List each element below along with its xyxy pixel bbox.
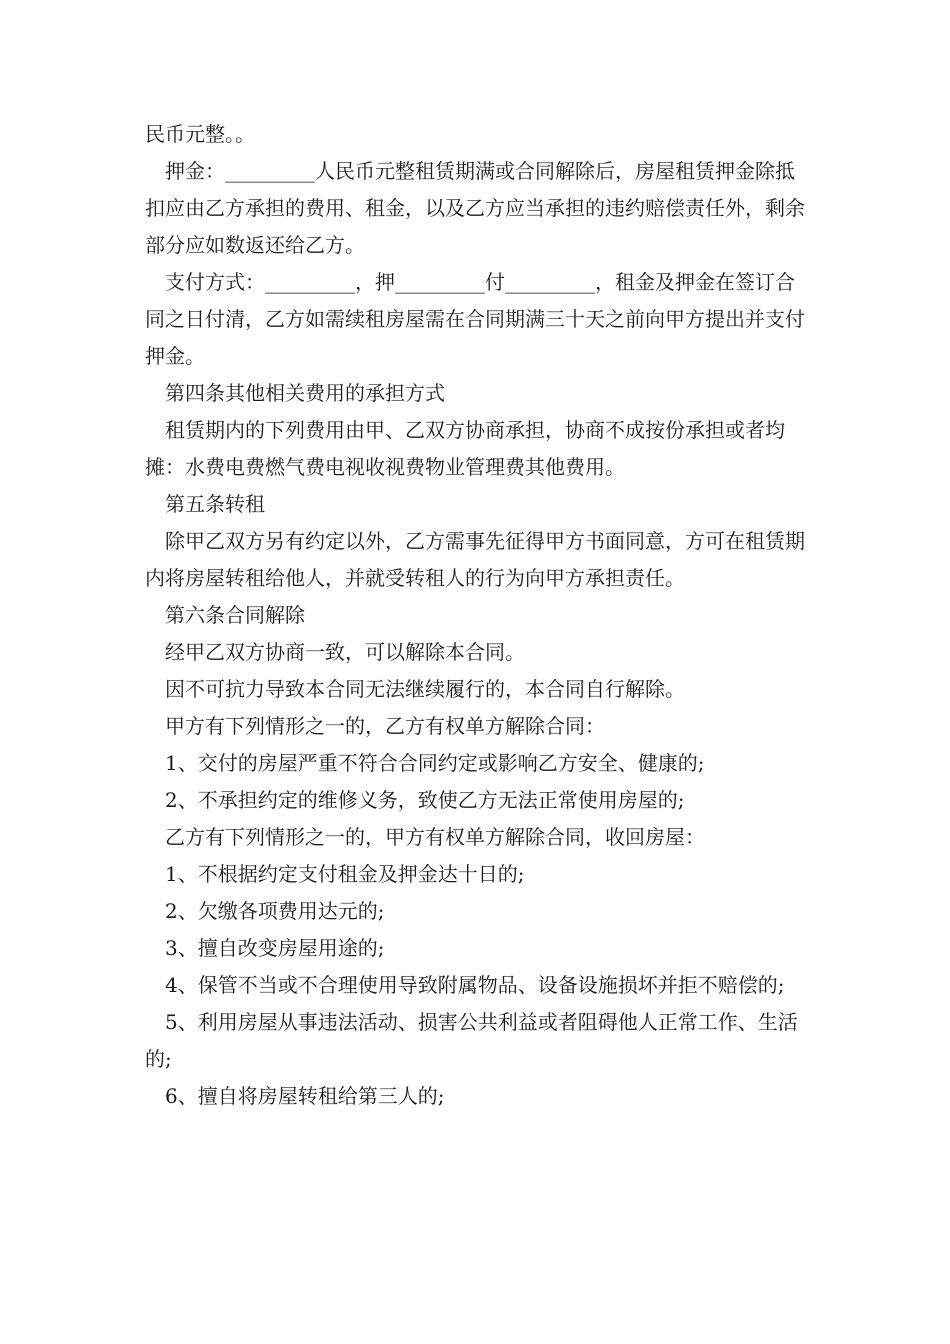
list-item: 2、欠缴各项费用达元的; (165, 899, 385, 923)
paragraph-sublease: 除甲乙双方另有约定以外，乙方需事先征得甲方书面同意，方可在租赁期内将房屋转租给他人，并就受转租人的行为向甲方承担责任。 (145, 529, 805, 590)
list-item: 1、交付的房屋严重不符合合同约定或影响乙方安全、健康的; (165, 751, 705, 775)
list-item: 6、擅自将房屋转租给第三人的; (165, 1084, 445, 1108)
list-item: 4、保管不当或不合理使用导致附属物品、设备设施损坏并拒不赔偿的; (165, 973, 785, 997)
paragraph-deposit: 押金：_________人民币元整租赁期满或合同解除后，房屋租赁押金除抵扣应由乙方承担的费用、租金，以及乙方应当承担的违约赔偿责任外，剩余部分应如数返还给乙方。 (145, 159, 805, 257)
paragraph-payment-method: 支付方式：_________，押_________付_________，租金及押金在签订合同之日付清，乙方如需续租房屋需在合同期满三十天之前向甲方提出并支付押金。 (145, 270, 805, 368)
list-item: 3、擅自改变房屋用途的; (165, 936, 385, 960)
article-4-heading: 第四条其他相关费用的承担方式 (165, 381, 445, 405)
paragraph-party-a-conditions: 甲方有下列情形之一的，乙方有权单方解除合同： (165, 714, 605, 738)
list-item: 1、不根据约定支付租金及押金达十日的; (165, 862, 525, 886)
article-5-heading: 第五条转租 (165, 492, 265, 516)
list-item: 2、不承担约定的维修义务，致使乙方无法正常使用房屋的; (165, 788, 685, 812)
paragraph-continuation: 民币元整。。 (145, 122, 255, 146)
paragraph-other-fees: 租赁期内的下列费用由甲、乙双方协商承担，协商不成按份承担或者均摊：水费电费燃气费电视收视费物业管理费其他费用。 (145, 418, 785, 479)
document-body (145, 116, 810, 1115)
paragraph-force-majeure: 因不可抗力导致本合同无法继续履行的，本合同自行解除。 (165, 677, 685, 701)
list-item: 5、利用房屋从事违法活动、损害公共利益或者阻碍他人正常工作、生活的; (145, 1010, 798, 1071)
paragraph-party-b-conditions: 乙方有下列情形之一的，甲方有权单方解除合同，收回房屋： (165, 825, 705, 849)
article-6-heading: 第六条合同解除 (165, 603, 305, 627)
paragraph-mutual-termination: 经甲乙双方协商一致，可以解除本合同。 (165, 640, 525, 664)
